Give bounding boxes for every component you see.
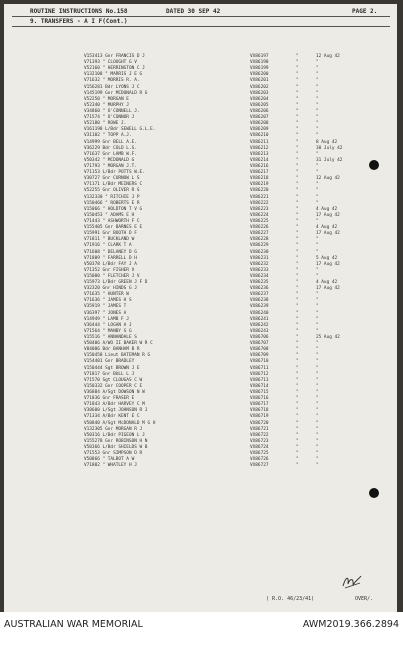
row-ditto: "	[296, 451, 299, 457]
row-number: VX86231	[250, 255, 269, 261]
row-number: VX86226	[250, 225, 269, 231]
row-ditto: "	[296, 176, 299, 182]
row-name: V150458 Lieut BATEMAN R G	[84, 353, 151, 359]
row-name: V50342 " MCDONALD G	[84, 157, 135, 163]
row-ditto: "	[296, 377, 299, 383]
transfer-list	[4, 54, 397, 469]
row-date: "	[316, 298, 319, 304]
row-name: V71564 " MANBY S G	[84, 328, 132, 334]
row-number: VX86227	[250, 231, 269, 237]
row-date: "	[316, 310, 319, 316]
row-name: V34860 " O'CONNELL J.	[84, 108, 140, 114]
row-date: "	[316, 60, 319, 66]
section-heading: 9. TRANSFERS - A I F(Cont.)	[30, 18, 128, 25]
row-number: VX86211	[250, 139, 269, 145]
row-name: V84006 Bdr BANHAM B R	[84, 347, 140, 353]
row-ditto: "	[296, 371, 299, 377]
row-number: VX86707	[250, 341, 269, 347]
row-number: VX86225	[250, 218, 269, 224]
row-date: 4 Aug 42	[316, 225, 338, 231]
footer-reference: ( R.O. 46/23/41)	[266, 596, 315, 602]
row-ditto: "	[296, 322, 299, 328]
row-name: V71153 L/Bdr POTTS W.E.	[84, 170, 145, 176]
row-number: VX86234	[250, 273, 269, 279]
row-ditto: "	[296, 194, 299, 200]
row-name: V50316 L/Bdr PIGEON L J	[84, 432, 145, 438]
row-ditto: "	[296, 273, 299, 279]
row-ditto: "	[296, 426, 299, 432]
row-date: "	[316, 414, 319, 420]
row-ditto: "	[296, 292, 299, 298]
row-name: V50406 A/WO II BAKER W R C	[84, 341, 153, 347]
page-number: PAGE 2.	[352, 8, 378, 15]
row-number: VX86216	[250, 163, 269, 169]
row-date: "	[316, 121, 319, 127]
row-date: "	[316, 371, 319, 377]
row-date: "	[316, 127, 319, 133]
row-ditto: "	[296, 151, 299, 157]
row-date: "	[316, 304, 319, 310]
row-number: VX86197	[250, 54, 269, 59]
row-ditto: "	[296, 298, 299, 304]
row-date: 4 Aug 42	[316, 206, 338, 212]
row-ditto: "	[296, 188, 299, 194]
row-ditto: "	[296, 438, 299, 444]
row-ditto: "	[296, 267, 299, 273]
row-date: 12 Aug 42	[316, 176, 340, 182]
row-date: "	[316, 84, 319, 90]
row-ditto: "	[296, 157, 299, 163]
row-name: V71817 Gnr BULL L J	[84, 371, 135, 377]
row-date: "	[316, 359, 319, 365]
row-date: "	[316, 396, 319, 402]
row-number: VX86208	[250, 121, 269, 127]
row-name: V71809 " FARRELL D H	[84, 255, 137, 261]
row-number: VX86238	[250, 298, 269, 304]
row-name: V150453 " ADAMS E H	[84, 212, 135, 218]
row-number: VX86713	[250, 377, 269, 383]
row-date: 4 Aug 42	[316, 280, 338, 286]
row-name: V50840 A/Sgt McDONALD M G H	[84, 420, 156, 426]
row-name: V71793 " MORGAN J.T.	[84, 163, 137, 169]
row-ditto: "	[296, 170, 299, 176]
row-number: VX86716	[250, 396, 269, 402]
row-name: V30727 Gnr CURNOW L S	[84, 176, 140, 182]
row-number: VX86230	[250, 249, 269, 255]
row-name: V71843 A/Bdr HARVEY C M	[84, 402, 145, 408]
row-date: "	[316, 426, 319, 432]
row-number: VX86720	[250, 420, 269, 426]
row-date: "	[316, 438, 319, 444]
row-name: V132330 " RITCHIE J P	[84, 194, 140, 200]
row-number: VX86233	[250, 267, 269, 273]
row-name: V50866 " TALBOT A W	[84, 457, 135, 463]
row-name: V14999 Gnr BELL A.E.	[84, 139, 137, 145]
row-date: "	[316, 194, 319, 200]
row-number: VX86714	[250, 383, 269, 389]
row-name: V15991 Gnr BOOTH D F	[84, 231, 137, 237]
row-name: V71916 " CLARK T A	[84, 243, 132, 249]
row-number: VX86242	[250, 322, 269, 328]
row-ditto: "	[296, 402, 299, 408]
row-date: "	[316, 292, 319, 298]
row-date: "	[316, 90, 319, 96]
row-number: VX86712	[250, 371, 269, 377]
row-name: V154401 Gnr BRADLEY	[84, 359, 135, 365]
row-number: VX86213	[250, 151, 269, 157]
row-name: V161198 L/Bdr SEWELL G.L.E.	[84, 127, 156, 133]
row-ditto: "	[296, 463, 299, 469]
row-date: "	[316, 341, 319, 347]
row-name: V50378 L/Bdr FAY J A	[84, 261, 137, 267]
row-ditto: "	[296, 108, 299, 114]
row-ditto: "	[296, 163, 299, 169]
row-ditto: "	[296, 286, 299, 292]
row-name: V52255 Gnr OLIVER R S	[84, 188, 140, 194]
row-date: "	[316, 182, 319, 188]
row-date: "	[316, 347, 319, 353]
row-date: "	[316, 200, 319, 206]
row-date: "	[316, 432, 319, 438]
row-ditto: "	[296, 383, 299, 389]
row-name: V71635 " HUNTER W	[84, 292, 129, 298]
row-name: V50366 L/Bdr SHIELDS W B	[84, 445, 148, 450]
row-number: VX86709	[250, 353, 269, 359]
row-date: "	[316, 353, 319, 359]
row-date: "	[316, 377, 319, 383]
row-date: "	[316, 133, 319, 139]
row-ditto: "	[296, 408, 299, 414]
row-name: V52340 " MURPHY J	[84, 102, 129, 108]
row-ditto: "	[296, 78, 299, 84]
document-date: DATED 30 SEP 42	[166, 8, 221, 15]
row-name: V150466 " ROBERTS E R	[84, 200, 140, 206]
row-number: VX86204	[250, 96, 269, 102]
row-name: V71334 A/Bdr KENT E C	[84, 414, 140, 420]
row-number: VX86209	[250, 127, 269, 133]
row-date: "	[316, 328, 319, 334]
row-ditto: "	[296, 90, 299, 96]
row-name: V71811 " BUCKLAND W	[84, 237, 135, 243]
row-number: VX86228	[250, 237, 269, 243]
row-number: VX86726	[250, 457, 269, 463]
row-name: V32320 Gnr HINDS G J	[84, 286, 137, 292]
row-number: VX86719	[250, 414, 269, 420]
row-date: "	[316, 316, 319, 322]
row-number: VX86220	[250, 188, 269, 194]
row-number: VX86210	[250, 133, 269, 139]
row-number: VX86224	[250, 212, 269, 218]
row-number: VX86212	[250, 145, 269, 151]
row-date: "	[316, 66, 319, 72]
row-name: V132305 Gnr MORGAN R J	[84, 426, 143, 432]
row-date: "	[316, 267, 319, 273]
row-name: V71393 " CLOUGHT G V	[84, 60, 137, 66]
row-ditto: "	[296, 127, 299, 133]
row-ditto: "	[296, 365, 299, 371]
row-date: 12 Aug 42	[316, 54, 340, 59]
punch-hole-top	[369, 160, 379, 170]
row-ditto: "	[296, 249, 299, 255]
row-date: 17 Aug 42	[316, 261, 340, 267]
row-date: 17 Aug 42	[316, 231, 340, 237]
row-number: VX86706	[250, 335, 269, 341]
row-date: "	[316, 365, 319, 371]
row-date: "	[316, 72, 319, 78]
row-name: V156281 Bdr LYONS J C	[84, 84, 140, 90]
row-ditto: "	[296, 457, 299, 463]
row-date: "	[316, 383, 319, 389]
row-name: V71352 Gnr FISHER V	[84, 267, 135, 273]
row-date: "	[316, 188, 319, 194]
row-name: V52250 " MORGAN E	[84, 96, 129, 102]
row-name: V15000 " FLETCHER J V	[84, 273, 140, 279]
row-ditto: "	[296, 200, 299, 206]
row-name: V14949 " LAMB F J	[84, 316, 129, 322]
row-ditto: "	[296, 243, 299, 249]
row-ditto: "	[296, 102, 299, 108]
row-number: VX86206	[250, 108, 269, 114]
row-name: V15066 " HOLDTON T V G	[84, 206, 143, 212]
row-date: "	[316, 322, 319, 328]
row-number: VX86708	[250, 347, 269, 353]
row-ditto: "	[296, 335, 299, 341]
row-name: V71574 " O'CONNOR J	[84, 115, 135, 121]
document-page	[4, 4, 397, 612]
row-date: "	[316, 451, 319, 457]
row-name: V150444 Sgt BROWN J E	[84, 365, 140, 371]
footer-over: OVER/.	[355, 596, 374, 602]
row-ditto: "	[296, 206, 299, 212]
row-ditto: "	[296, 182, 299, 188]
row-name: V145199 Gnr MCDONALD R G	[84, 90, 148, 96]
row-number: VX86229	[250, 243, 269, 249]
row-date: "	[316, 96, 319, 102]
row-number: VX86199	[250, 66, 269, 72]
row-date: "	[316, 243, 319, 249]
row-number: VX86711	[250, 365, 269, 371]
row-date: "	[316, 249, 319, 255]
row-ditto: "	[296, 225, 299, 231]
row-name: V35919 " JAMES T	[84, 304, 127, 310]
row-date: "	[316, 108, 319, 114]
row-name: V71608 " DELANEY D G	[84, 249, 137, 255]
row-ditto: "	[296, 359, 299, 365]
row-number: VX86241	[250, 316, 269, 322]
row-ditto: "	[296, 231, 299, 237]
row-number: VX86710	[250, 359, 269, 365]
row-number: VX86223	[250, 206, 269, 212]
row-number: VX86240	[250, 310, 269, 316]
row-ditto: "	[296, 54, 299, 59]
row-number: VX86201	[250, 78, 269, 84]
row-ditto: "	[296, 432, 299, 438]
row-date: "	[316, 408, 319, 414]
row-number: VX86202	[250, 84, 269, 90]
row-ditto: "	[296, 72, 299, 78]
row-name: V36229 Bdr COLD L.S.	[84, 145, 137, 151]
row-date: 31 July 42	[316, 157, 343, 163]
row-name: V36397 " JONES A	[84, 310, 127, 316]
caption-accession: AWM2019.366.2894	[302, 619, 399, 630]
row-number: VX86222	[250, 200, 269, 206]
row-name: V71836 Gnr FRASER E	[84, 396, 135, 402]
row-date: "	[316, 457, 319, 463]
row-date: "	[316, 102, 319, 108]
row-number: VX86236	[250, 286, 269, 292]
row-date: "	[316, 151, 319, 157]
row-date: "	[316, 163, 319, 169]
signature-mark	[340, 572, 364, 590]
row-ditto: "	[296, 60, 299, 66]
row-date: "	[316, 170, 319, 176]
row-ditto: "	[296, 280, 299, 286]
row-ditto: "	[296, 390, 299, 396]
row-number: VX86200	[250, 72, 269, 78]
section-rule	[12, 26, 390, 27]
row-number: VX86198	[250, 60, 269, 66]
row-name: V71553 Gnr SIMPSON D R	[84, 451, 143, 457]
row-name: V71570 Sgt CLOUGAS C W	[84, 377, 143, 383]
row-date: "	[316, 390, 319, 396]
row-number: VX86235	[250, 280, 269, 286]
document-title: ROUTINE INSTRUCTIONS No.158	[30, 8, 128, 15]
row-name: V71632 " MORRIS R. A.	[84, 78, 140, 84]
row-date: "	[316, 420, 319, 426]
row-name: V150332 Gnr COOPER C E	[84, 383, 143, 389]
row-date: 17 Aug 42	[316, 212, 340, 218]
row-name: V71636 " JAMES H S	[84, 298, 132, 304]
row-number: VX86203	[250, 90, 269, 96]
row-number: VX86722	[250, 432, 269, 438]
row-ditto: "	[296, 255, 299, 261]
row-ditto: "	[296, 414, 299, 420]
row-number: VX86205	[250, 102, 269, 108]
row-ditto: "	[296, 115, 299, 121]
row-date: 17 Aug 42	[316, 286, 340, 292]
row-ditto: "	[296, 353, 299, 359]
row-name: V155405 Gnr BARNES E E	[84, 225, 143, 231]
row-ditto: "	[296, 420, 299, 426]
row-number: VX86219	[250, 182, 269, 188]
row-ditto: "	[296, 66, 299, 72]
row-ditto: "	[296, 121, 299, 127]
row-ditto: "	[296, 316, 299, 322]
row-date: "	[316, 445, 319, 450]
row-number: VX86715	[250, 390, 269, 396]
row-name: V155278 Gnr ROBINSON H N	[84, 438, 148, 444]
punch-hole-bottom	[369, 488, 379, 498]
row-date: "	[316, 218, 319, 224]
row-date: "	[316, 78, 319, 84]
row-ditto: "	[296, 212, 299, 218]
row-number: VX86717	[250, 402, 269, 408]
row-number: VX86727	[250, 463, 269, 469]
row-name: V15516 " ANNANDALE S	[84, 335, 137, 341]
row-name: V71802 " WHATLEY H J	[84, 463, 137, 469]
row-name: V71171 L/Bdr MEINERS C	[84, 182, 143, 188]
row-name: V132108 " MARRIS J E G	[84, 72, 143, 78]
row-number: VX86221	[250, 194, 269, 200]
row-number: VX86218	[250, 176, 269, 182]
row-number: VX86237	[250, 292, 269, 298]
transfer-row	[4, 463, 397, 469]
row-ditto: "	[296, 237, 299, 243]
row-name: V31102 " TOPP A.J.	[84, 133, 132, 139]
row-number: VX86239	[250, 304, 269, 310]
row-number: VX86217	[250, 170, 269, 176]
row-date: 25 Aug 42	[316, 335, 340, 341]
row-date: "	[316, 402, 319, 408]
row-date: "	[316, 273, 319, 279]
row-ditto: "	[296, 310, 299, 316]
row-name: V15973 L/Bdr GREEN J F D	[84, 280, 148, 286]
row-name: V36444 " LOGAN A J	[84, 322, 132, 328]
row-number: VX86725	[250, 451, 269, 457]
row-ditto: "	[296, 145, 299, 151]
row-ditto: "	[296, 396, 299, 402]
row-name: V71443 " ASHWORTH F C	[84, 218, 140, 224]
row-number: VX86721	[250, 426, 269, 432]
row-number: VX86232	[250, 261, 269, 267]
row-name: V30600 L/Sgt JOHNSON R J	[84, 408, 148, 414]
row-number: VX86718	[250, 408, 269, 414]
row-date: "	[316, 237, 319, 243]
row-ditto: "	[296, 347, 299, 353]
row-name: V52160 " HERRINGTON C J	[84, 66, 145, 72]
row-ditto: "	[296, 133, 299, 139]
row-ditto: "	[296, 445, 299, 450]
row-number: VX86243	[250, 328, 269, 334]
row-date: 30 July 42	[316, 145, 343, 151]
caption-institution: AUSTRALIAN WAR MEMORIAL	[4, 619, 143, 630]
row-ditto: "	[296, 84, 299, 90]
row-ditto: "	[296, 218, 299, 224]
row-name: V153413 Gnr FRANCIS D J	[84, 54, 145, 59]
row-ditto: "	[296, 328, 299, 334]
row-name: V36884 A/Sgt DOWSON N W	[84, 390, 145, 396]
row-number: VX86214	[250, 157, 269, 163]
row-date: "	[316, 463, 319, 469]
row-number: VX86207	[250, 115, 269, 121]
row-number: VX86723	[250, 438, 269, 444]
row-ditto: "	[296, 96, 299, 102]
row-ditto: "	[296, 304, 299, 310]
row-ditto: "	[296, 341, 299, 347]
row-name: V52180 " ROWE J.	[84, 121, 127, 127]
row-ditto: "	[296, 261, 299, 267]
row-date: 8 Aug 42	[316, 139, 338, 145]
row-name: V71637 Gnr LAMB W.F.	[84, 151, 137, 157]
row-date: "	[316, 115, 319, 121]
row-ditto: "	[296, 139, 299, 145]
header-rule	[12, 16, 390, 17]
row-number: VX86724	[250, 445, 269, 450]
row-date: 5 Aug 42	[316, 255, 338, 261]
